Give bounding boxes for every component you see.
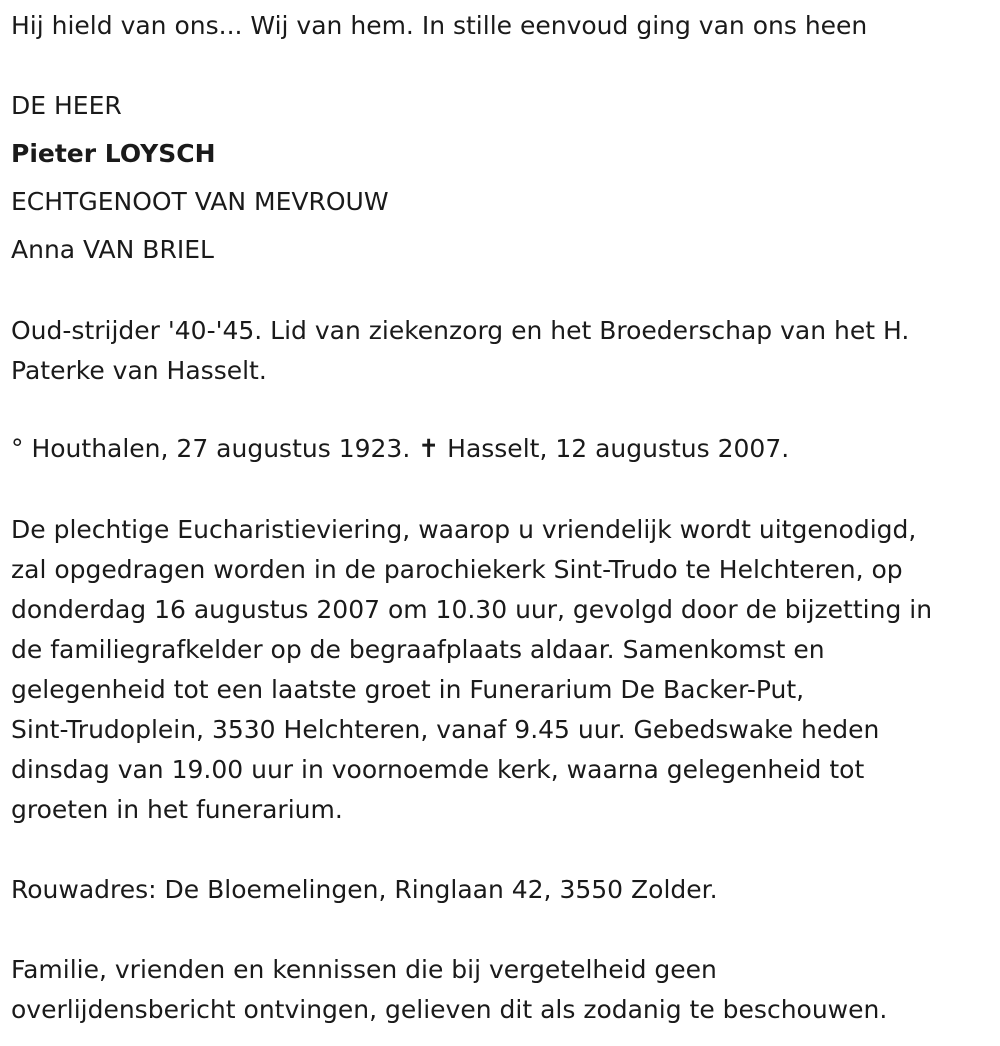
birth-death-line: [11, 436, 789, 461]
closing-paragraph: [11, 950, 986, 1030]
death-text: Hasselt, 12 augustus 2007.: [447, 434, 790, 463]
spouse-name: Anna VAN BRIEL: [11, 235, 214, 264]
closing-line: overlijdensbericht ontvingen, gelieven dit als zodanig te beschouwen.: [11, 995, 888, 1024]
intro-text: Hij hield van ons... Wij van hem. In stille eenvoud ging van ons heen: [11, 11, 868, 40]
deceased-name: Pieter LOYSCH: [11, 139, 216, 168]
birth-text: ° Houthalen, 27 augustus 1923.: [11, 434, 411, 463]
memberships-line: Paterke van Hasselt.: [11, 356, 267, 385]
ceremony-line: groeten in het funerarium.: [11, 795, 343, 824]
memberships-line: Oud-strijder '40-'45. Lid van ziekenzorg en het Broederschap van het H.: [11, 316, 910, 345]
title-prefix: DE HEER: [11, 91, 122, 120]
ceremony-line: de familiegrafkelder op de begraafplaats aldaar. Samenkomst en: [11, 635, 825, 664]
ceremony-line: Sint-Trudoplein, 3530 Helchteren, vanaf 9.45 uur. Gebedswake heden: [11, 715, 880, 744]
ceremony-line: donderdag 16 augustus 2007 om 10.30 uur, gevolgd door de bijzetting in: [11, 595, 933, 624]
mourning-address: Rouwadres: De Bloemelingen, Ringlaan 42, 3550 Zolder.: [11, 875, 718, 904]
ceremony-line: dinsdag van 19.00 uur in voornoemde kerk, waarna gelegenheid tot: [11, 755, 865, 784]
ceremony-line: De plechtige Eucharistieviering, waarop u vriendelijk wordt uitgenodigd,: [11, 515, 917, 544]
ceremony-paragraph: [11, 510, 986, 830]
cross-icon: ✝: [418, 434, 440, 463]
ceremony-line: zal opgedragen worden in de parochiekerk Sint-Trudo te Helchteren, op: [11, 555, 903, 584]
spouse-title: ECHTGENOOT VAN MEVROUW: [11, 187, 389, 216]
ceremony-line: gelegenheid tot een laatste groet in Funerarium De Backer-Put,: [11, 675, 805, 704]
closing-line: Familie, vrienden en kennissen die bij vergetelheid geen: [11, 955, 717, 984]
memberships-paragraph: [11, 311, 986, 391]
